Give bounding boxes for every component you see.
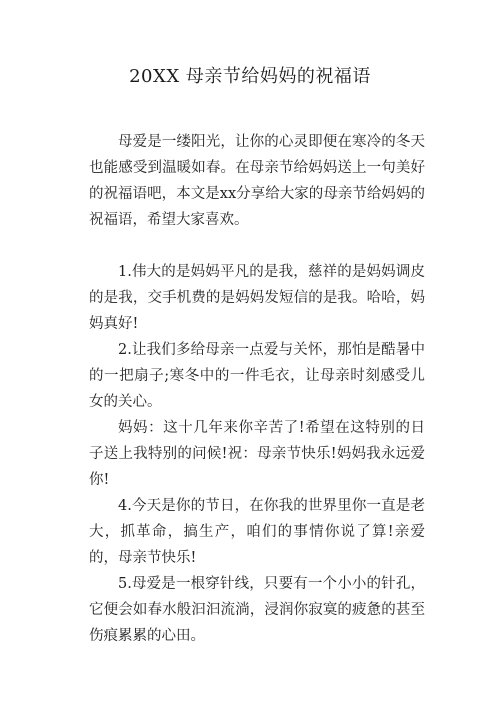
blessing-item-4: 4.今天是你的节日，在你我的世界里你一直是老大，抓革命，搞生产，咱们的事情你说了算!亲爱的，母亲节快乐! — [89, 498, 425, 566]
blessing-item-1: 1.伟大的是妈妈平凡的是我，慈祥的是妈妈调皮的是我，交手机费的是妈妈发短信的是我。哈哈，妈妈真好! — [89, 264, 425, 332]
document-title: 20XX 母亲节给妈妈的祝福语 — [129, 66, 371, 87]
intro-paragraph: 母爱是一缕阳光，让你的心灵即便在寒冷的冬天也能感受到温暖如春。在母亲节给妈妈送上一句美好的祝福语吧，本文是xx分享给大家的母亲节给妈妈的祝福语，希望大家喜欢。 — [89, 134, 425, 228]
blessing-item-2: 2.让我们多给母亲一点爱与关怀，那怕是酷暑中的一把扇子;寒冬中的一件毛衣，让母亲时刻感受儿女的关心。 — [89, 342, 425, 410]
blessing-item-3: 妈妈：这十几年来你辛苦了!希望在这特别的日子送上我特别的问候!祝：母亲节快乐!妈妈我永远爱你! — [89, 420, 425, 488]
document-body — [89, 129, 425, 649]
paragraph-gap — [89, 233, 425, 259]
blessing-item-5: 5.母爱是一根穿针线，只要有一个小小的针孔，它便会如春水般汩汩流淌，浸润你寂寞的疲惫的甚至伤痕累累的心田。 — [89, 576, 425, 644]
